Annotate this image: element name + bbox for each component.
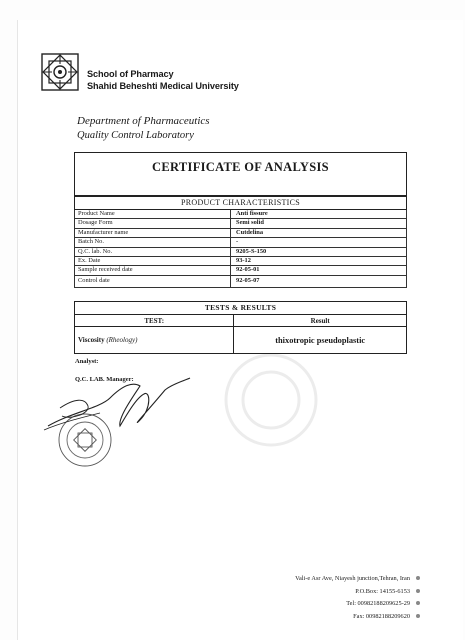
footer-contact — [240, 573, 410, 623]
table-row — [75, 228, 407, 237]
table-row — [75, 275, 407, 287]
tests-results-heading: TESTS & RESULTS — [74, 301, 407, 315]
department-name: Department of Pharmaceutics — [77, 115, 210, 127]
analyst-label: Analyst: — [75, 358, 99, 365]
bullet-icon — [416, 576, 420, 580]
footer-pobox: P.O.Box: 14155-6153 — [355, 587, 410, 595]
characteristic-label: Dosage Form — [75, 219, 231, 228]
school-line-1: School of Pharmacy — [87, 69, 174, 79]
table-row — [75, 257, 407, 266]
product-characteristics-heading: PRODUCT CHARACTERISTICS — [74, 196, 407, 210]
bullet-icon — [416, 601, 420, 605]
bullet-icon — [416, 614, 420, 618]
characteristic-label: Q.C. lab. No. — [75, 247, 231, 256]
characteristic-value: - — [231, 238, 407, 247]
characteristic-label: Control date — [75, 275, 231, 287]
characteristic-label: Manufacturer name — [75, 228, 231, 237]
characteristic-label: Batch No. — [75, 238, 231, 247]
school-name — [87, 68, 239, 92]
school-line-2: Shahid Beheshti Medical University — [87, 81, 239, 91]
test-name: Viscosity — [78, 336, 105, 344]
test-column-header: TEST: — [75, 315, 234, 327]
manager-label: Q.C. LAB. Manager: — [75, 376, 134, 383]
characteristic-value: 92-05-07 — [231, 275, 407, 287]
results-header-row — [75, 315, 407, 327]
footer-fax: Fax: 00982188209620 — [353, 612, 410, 620]
results-table — [74, 314, 407, 354]
certificate-title: CERTIFICATE OF ANALYSIS — [152, 160, 329, 174]
characteristic-value: 92-05-01 — [231, 266, 407, 275]
bullet-icon — [416, 589, 420, 593]
result-column-header: Result — [234, 315, 407, 327]
table-row — [75, 210, 407, 219]
table-row — [75, 247, 407, 256]
characteristic-value: Semi solid — [231, 219, 407, 228]
table-row — [75, 266, 407, 275]
characteristic-label: Sample received date — [75, 266, 231, 275]
characteristic-label: Ex. Date — [75, 257, 231, 266]
characteristic-value: Cutdelina — [231, 228, 407, 237]
lab-name: Quality Control Laboratory — [77, 130, 194, 141]
characteristic-value: 93-12 — [231, 257, 407, 266]
characteristic-value: Anti fissure — [231, 210, 407, 219]
signature-and-stamp — [40, 368, 200, 478]
test-note: (Rheology) — [106, 336, 138, 344]
watermark-seal — [186, 350, 356, 450]
test-result: thixotropic pseudoplastic — [234, 327, 407, 354]
characteristic-label: Product Name — [75, 210, 231, 219]
characteristic-value: 9205-S-150 — [231, 247, 407, 256]
characteristics-table — [74, 210, 407, 288]
footer-address: Vali-e Asr Ave, Niayesh junction,Tehran, Iran — [295, 575, 410, 582]
table-row — [75, 219, 407, 228]
university-logo — [40, 52, 80, 92]
table-row — [75, 238, 407, 247]
footer-bullets — [416, 572, 424, 626]
footer-tel: Tel: 00982188209625-29 — [346, 600, 410, 607]
